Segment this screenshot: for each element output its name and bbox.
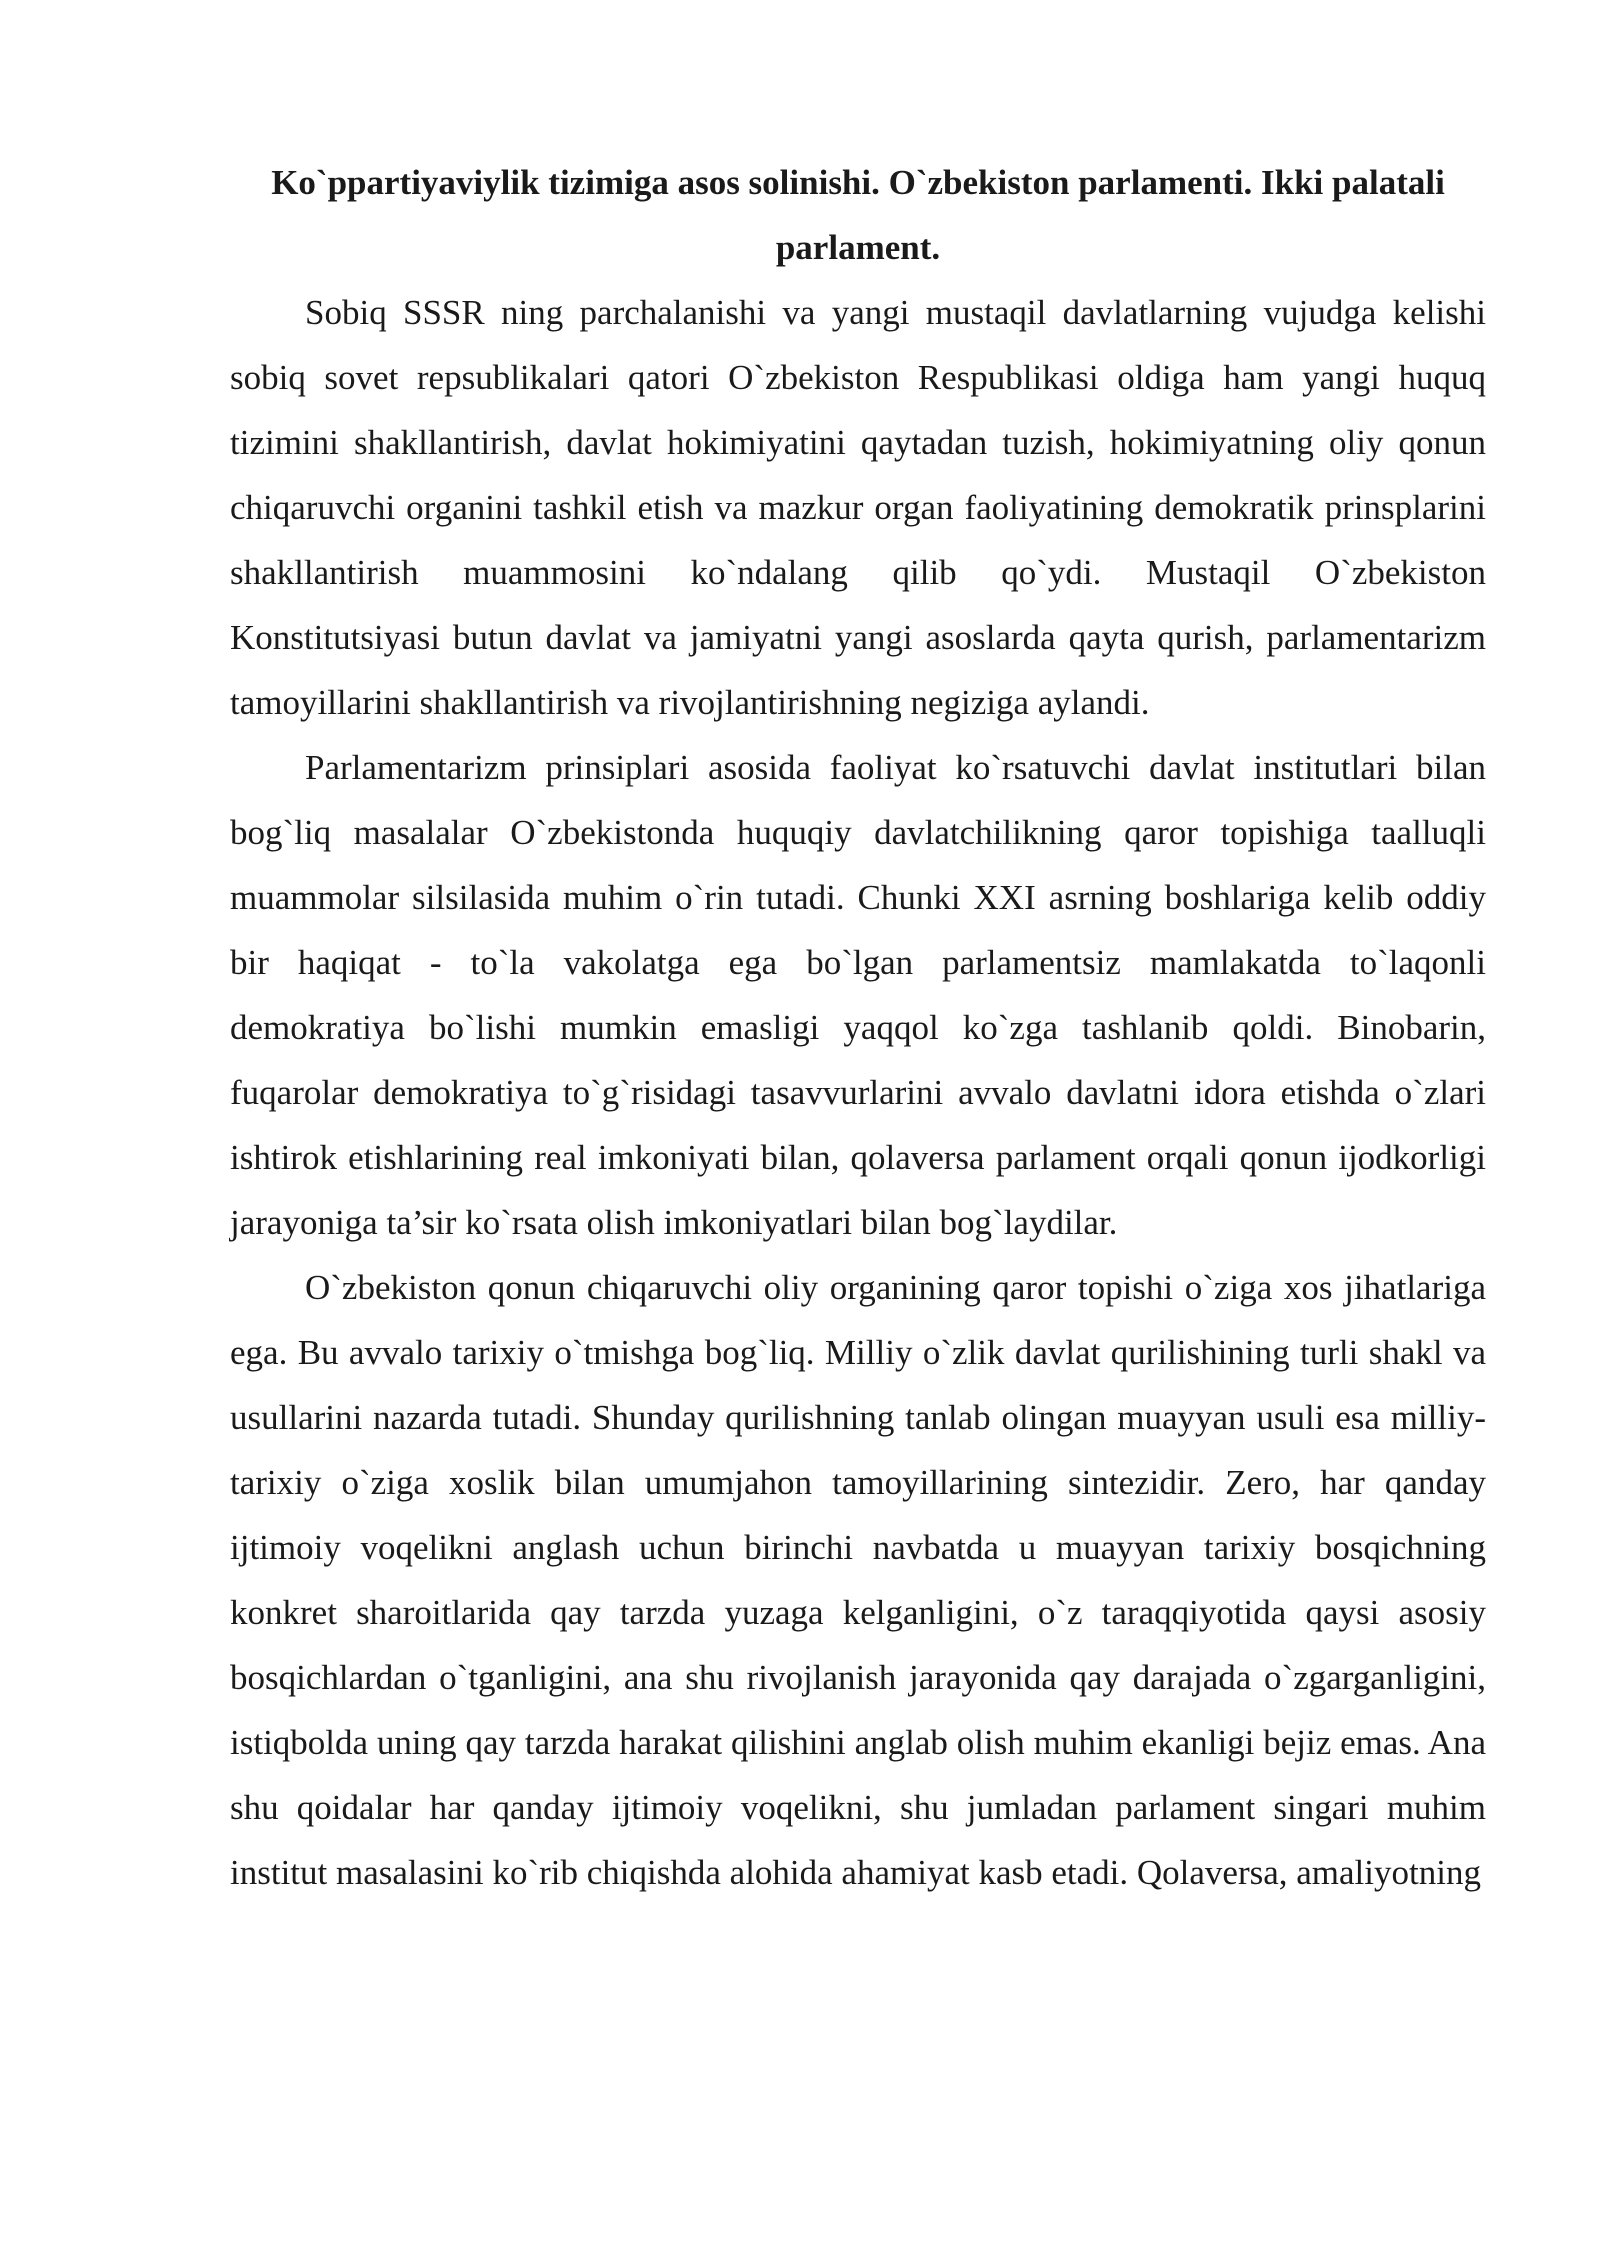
- document-page: [230, 150, 1486, 1905]
- document-title: Ko`ppartiyaviylik tizimiga asos solinishi. O`zbekiston parlamenti. Ikki palatali parlament.: [271, 163, 1445, 267]
- paragraph: Sobiq SSSR ning parchalanishi va yangi mustaqil davlatlarning vujudga kelishi sobiq sovet repsublikalari qatori O`zbekiston Respublikasi oldiga ham yangi huquq tizimini shakllantirish, davlat hokimiyatini qaytadan tuzish, hokimiyatning oliy qonun chiqaruvchi organini tashkil etish va mazkur organ faoliyatining demokratik prinsplarini shakllantirish muammosini ko`ndalang qilib qo`ydi. Mustaqil O`zbekiston Konstitutsiyasi butun davlat va jamiyatni yangi asoslarda qayta qurish, parlamentarizm tamoyillarini shakllantirish va rivojlantirishning negiziga aylandi.: [230, 293, 1486, 722]
- paragraph: Parlamentarizm prinsiplari asosida faoliyat ko`rsatuvchi davlat institutlari bilan bog`liq masalalar O`zbekistonda huquqiy davlatchilikning qaror topishiga taalluqli muammolar silsilasida muhim o`rin tutadi. Chunki XXI asrning boshlariga kelib oddiy bir haqiqat - to`la vakolatga ega bo`lgan parlamentsiz mamlakatda to`laqonli demokratiya bo`lishi mumkin emasligi yaqqol ko`zga tashlanib qoldi. Binobarin, fuqarolar demokratiya to`g`risidagi tasavvurlarini avvalo davlatni idora etishda o`zlari ishtirok etishlarining real imkoniyati bilan, qolaversa parlament orqali qonun ijodkorligi jarayoniga ta’sir ko`rsata olish imkoniyatlari bilan bog`laydilar.: [230, 748, 1486, 1242]
- paragraph: O`zbekiston qonun chiqaruvchi oliy organining qaror topishi o`ziga xos jihatlariga ega. Bu avvalo tarixiy o`tmishga bog`liq. Milliy o`zlik davlat qurilishining turli shakl va usullarini nazarda tutadi. Shunday qurilishning tanlab olingan muayyan usuli esa milliy-tarixiy o`ziga xoslik bilan umumjahon tamoyillarining sintezidir. Zero, har qanday ijtimoiy voqelikni anglash uchun birinchi navbatda u muayyan tarixiy bosqichning konkret sharoitlarida qay tarzda yuzaga kelganligini, o`z taraqqiyotida qaysi asosiy bosqichlardan o`tganligini, ana shu rivojlanish jarayonida qay darajada o`zgarganligini, istiqbolda uning qay tarzda harakat qilishini anglab olish muhim ekanligi bejiz emas. Ana shu qoidalar har qanday ijtimoiy voqelikni, shu jumladan parlament singari muhim institut masalasini ko`rib chiqishda alohida ahamiyat kasb etadi. Qolaversa, amaliyotning: [230, 1268, 1486, 1892]
